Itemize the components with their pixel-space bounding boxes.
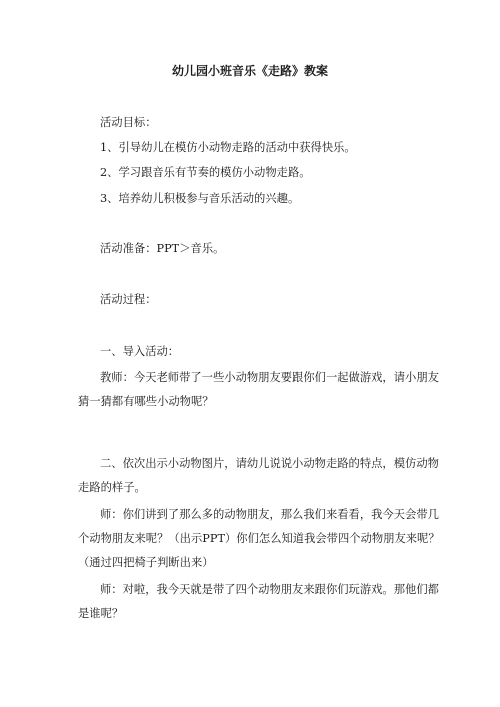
goal-item-1: 1、引导幼儿在模仿小动物走路的活动中获得快乐。	[100, 141, 356, 154]
teacher-line-1b: 个动物朋友来呢？（出示PPT）你们怎么知道我会带四个动物朋友来呢？	[78, 532, 440, 545]
goal-item-3: 3、培养幼儿积极参与音乐活动的兴趣。	[100, 192, 300, 205]
teacher-line-2a: 师：对啦，我今天就是带了四个动物朋友来跟你们玩游戏。那他们都	[100, 583, 439, 596]
section1-line-1: 教师：今天老师带了一些小动物朋友要跟你们一起做游戏，请小朋友	[100, 371, 439, 384]
section2-line-2: 走路的样子。	[78, 481, 146, 494]
section1-heading: 一、导入活动：	[100, 345, 180, 358]
teacher-line-2b: 是谁呢？	[78, 607, 124, 620]
teacher-line-1c: （通过四把椅子判断出来）	[78, 556, 214, 569]
goal-item-2: 2、学习跟音乐有节奏的模仿小动物走路。	[100, 166, 311, 179]
teacher-line-1a: 师：你们讲到了那么多的动物朋友，那么我们来看看，我今天会带几	[100, 508, 439, 521]
section2-line-1: 二、依次出示小动物图片，请幼儿说说小动物走路的特点，模仿动物	[100, 457, 439, 470]
section1-line-2: 猜一猜都有哪些小动物呢？	[78, 395, 214, 408]
preparation-text: 活动准备：PPT＞音乐。	[100, 242, 225, 255]
document-title: 幼儿园小班音乐《走路》教案	[171, 64, 328, 78]
goals-heading: 活动目标：	[100, 116, 157, 129]
process-heading: 活动过程：	[100, 293, 157, 306]
